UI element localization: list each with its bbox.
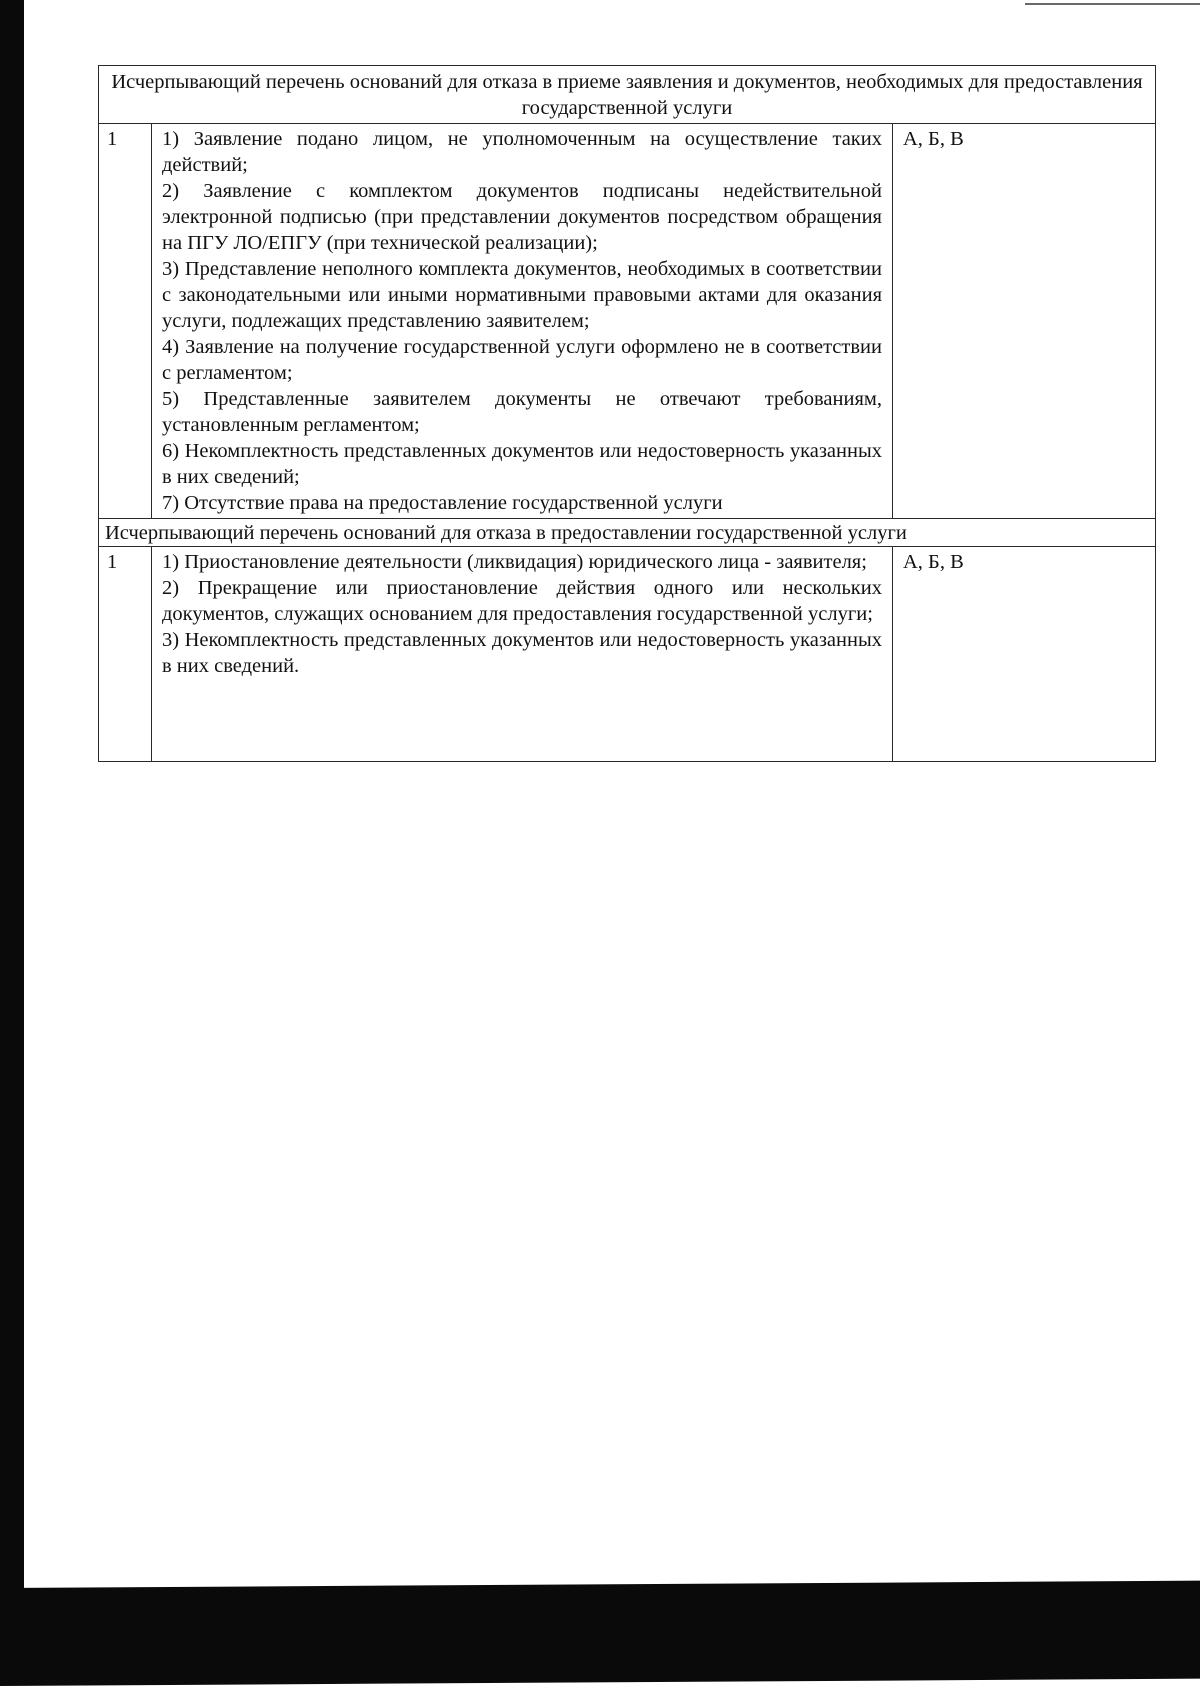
section1-codes: А, Б, В	[893, 124, 1156, 519]
scan-left-edge	[0, 0, 24, 1600]
section2-heading: Исчерпывающий перечень оснований для отказа в предоставлении государственной услуги	[99, 519, 1156, 547]
scan-top-mark	[1025, 3, 1200, 5]
section1-item-1: 1) Заявление подано лицом, не уполномоченным на осуществление таких действий;	[162, 128, 882, 176]
section1-row	[99, 124, 1156, 519]
section1-item-7: 7) Отсутствие права на предоставление государственной услуги	[162, 492, 723, 514]
section2-item-1: 1) Приостановление деятельности (ликвидация) юридического лица - заявителя;	[162, 551, 867, 573]
section2-codes: А, Б, В	[893, 547, 1156, 762]
section2-items	[152, 547, 893, 762]
section2-row-number: 1	[99, 547, 152, 762]
scan-bottom-edge	[0, 1581, 1200, 1686]
section1-item-2: 2) Заявление с комплектом документов подписаны недействительной электронной подписью (при представлении документов посредством обращения на ПГУ ЛО/ЕПГУ (при технической реализации);	[162, 180, 882, 254]
grounds-table	[98, 65, 1156, 762]
section1-heading: Исчерпывающий перечень оснований для отказа в приеме заявления и документов, необходимых для предоставления государственной услуги	[99, 66, 1156, 124]
section1-items	[152, 124, 893, 519]
section1-item-5: 5) Представленные заявителем документы не отвечают требованиям, установленным регламентом;	[162, 388, 882, 436]
section1-heading-row	[99, 66, 1156, 124]
section1-item-3: 3) Представление неполного комплекта документов, необходимых в соответствии с законодательными или иными нормативными правовыми актами для оказания услуги, подлежащих представлению заявителем;	[162, 258, 882, 332]
section1-row-number: 1	[99, 124, 152, 519]
section1-item-4: 4) Заявление на получение государственной услуги оформлено не в соответствии с регламентом;	[162, 336, 882, 384]
section1-item-6: 6) Некомплектность представленных документов или недостоверность указанных в них сведений;	[162, 440, 882, 488]
section2-heading-row	[99, 519, 1156, 547]
section2-row	[99, 547, 1156, 762]
section2-item-3: 3) Некомплектность представленных документов или недостоверность указанных в них сведений.	[162, 629, 882, 677]
section2-item-2: 2) Прекращение или приостановление действия одного или нескольких документов, служащих основанием для предоставления государственной услуги;	[162, 577, 882, 625]
